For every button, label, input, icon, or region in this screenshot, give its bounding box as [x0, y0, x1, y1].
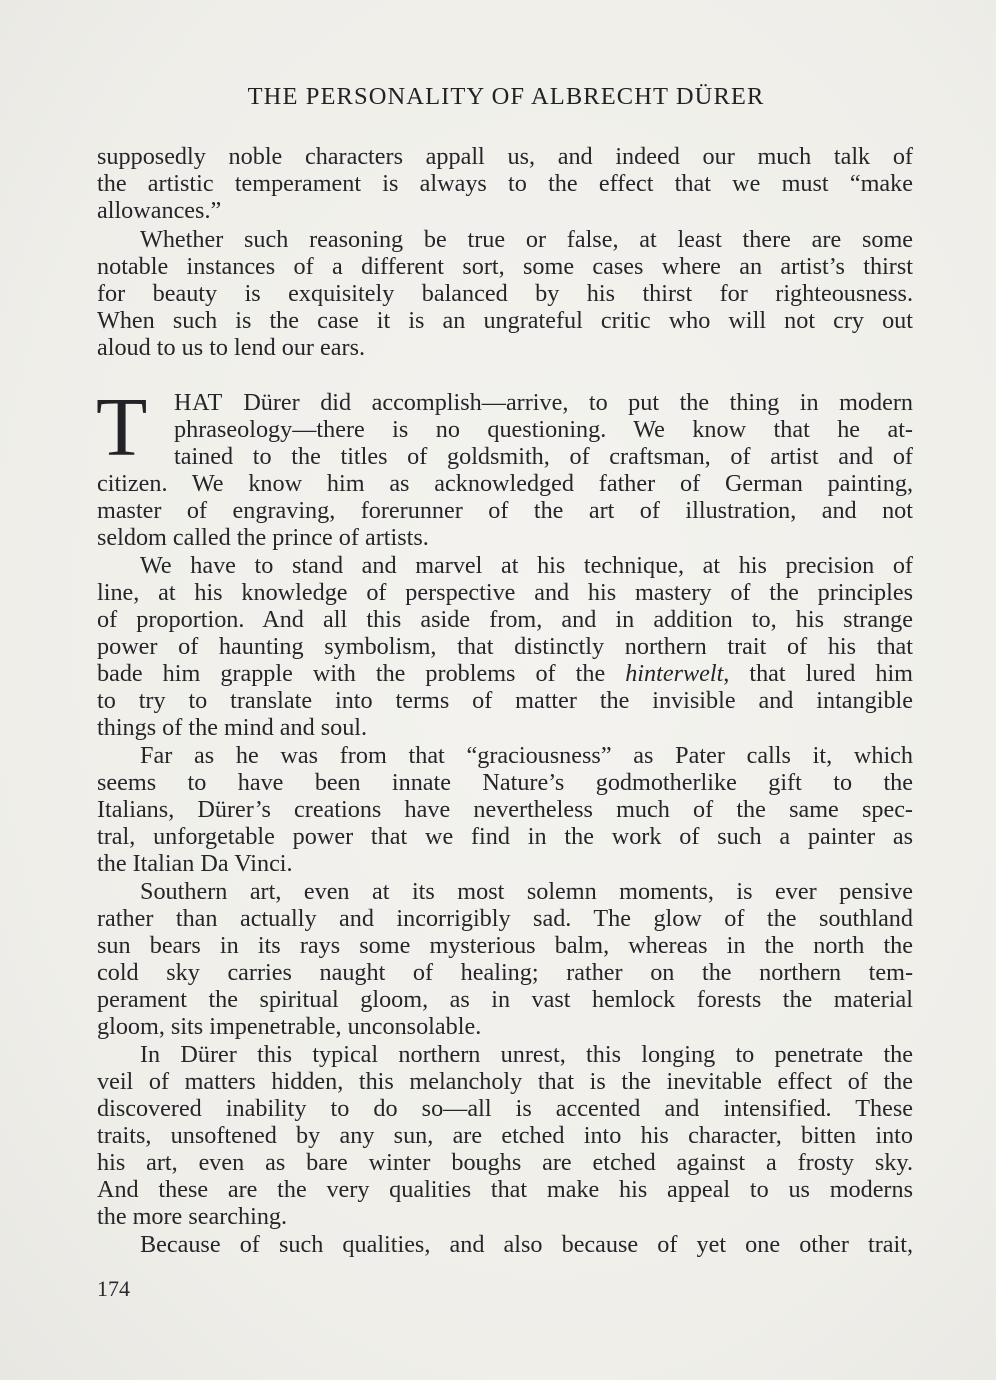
text-line: Far as he was from that “graciousness” as Pater calls it, which — [140, 742, 913, 769]
text-line: traits, unsoftened by any sun, are etched into his character, bitten into — [97, 1122, 913, 1149]
text-line: When such is the case it is an ungrateful critic who will not cry out — [97, 307, 913, 334]
text-line — [174, 389, 913, 416]
text-line: Because of such qualities, and also because of yet one other trait, — [140, 1231, 913, 1258]
drop-cap: T — [96, 381, 148, 474]
running-head: THE PERSONALITY OF ALBRECHT DÜRER — [247, 83, 765, 110]
text-line: to try to translate into terms of matter the invisible and intangible — [97, 687, 913, 714]
text-line: cold sky carries naught of healing; rather on the northern tem- — [97, 959, 913, 986]
text-line: seems to have been innate Nature’s godmotherlike gift to the — [97, 769, 913, 796]
text-line: supposedly noble characters appall us, and indeed our much talk of — [97, 143, 913, 170]
text-line: Southern art, even at its most solemn moments, is ever pensive — [140, 878, 913, 905]
text-line: master of engraving, forerunner of the art of illustration, and not — [97, 497, 913, 524]
text-line: phraseology—there is no questioning. We know that he at- — [174, 416, 913, 443]
text-line: allowances.” — [97, 197, 222, 224]
text-line: power of haunting symbolism, that distinctly northern trait of his that — [97, 633, 913, 660]
text-line: In Dürer this typical northern unrest, this longing to penetrate the — [140, 1041, 913, 1068]
italic-word: hinterwelt — [625, 660, 724, 687]
text-line: perament the spiritual gloom, as in vast hemlock forests the material — [97, 986, 913, 1013]
text-line: for beauty is exquisitely balanced by his thirst for righteousness. — [97, 280, 913, 307]
text-line: line, at his knowledge of perspective and his mastery of the principles — [97, 579, 913, 606]
text-line — [97, 660, 913, 687]
text-line: his art, even as bare winter boughs are etched against a frosty sky. — [97, 1149, 913, 1176]
text-line: And these are the very qualities that make his appeal to us moderns — [97, 1176, 913, 1203]
text-fragment: Dürer did accomplish—arrive, to put the thing in modern — [222, 389, 913, 416]
text-line: rather than actually and incorrigibly sad. The glow of the southland — [97, 905, 913, 932]
text-line: gloom, sits impenetrable, unconsolable. — [97, 1013, 482, 1040]
text-line: aloud to us to lend our ears. — [97, 334, 366, 361]
text-line: tained to the titles of goldsmith, of craftsman, of artist and of — [174, 443, 913, 470]
text-line: Italians, Dürer’s creations have nevertheless much of the same spec- — [97, 796, 913, 823]
page-number: 174 — [97, 1276, 130, 1301]
text-line: the more searching. — [97, 1203, 288, 1230]
text-line: tral, unforgetable power that we find in the work of such a painter as — [97, 823, 913, 850]
text-line: the artistic temperament is always to the effect that we must “make — [97, 170, 913, 197]
text-line: the Italian Da Vinci. — [97, 850, 293, 877]
text-fragment: , that lured him — [723, 660, 913, 687]
text-line: veil of matters hidden, this melancholy that is the inevitable effect of the — [97, 1068, 913, 1095]
text-fragment: bade him grapple with the problems of the — [97, 660, 626, 687]
text-line: discovered inability to do so—all is accented and intensified. These — [97, 1095, 913, 1122]
text-line: Whether such reasoning be true or false, at least there are some — [140, 226, 913, 253]
text-line: citizen. We know him as acknowledged father of German painting, — [97, 470, 913, 497]
small-caps-word: HAT — [174, 389, 223, 416]
text-line: sun bears in its rays some mysterious balm, whereas in the north the — [97, 932, 913, 959]
text-line: notable instances of a different sort, some cases where an artist’s thirst — [97, 253, 913, 280]
text-line: of proportion. And all this aside from, and in addition to, his strange — [97, 606, 913, 633]
text-line: We have to stand and marvel at his technique, at his precision of — [140, 552, 913, 579]
text-line: things of the mind and soul. — [97, 714, 368, 741]
text-line: seldom called the prince of artists. — [97, 524, 429, 551]
